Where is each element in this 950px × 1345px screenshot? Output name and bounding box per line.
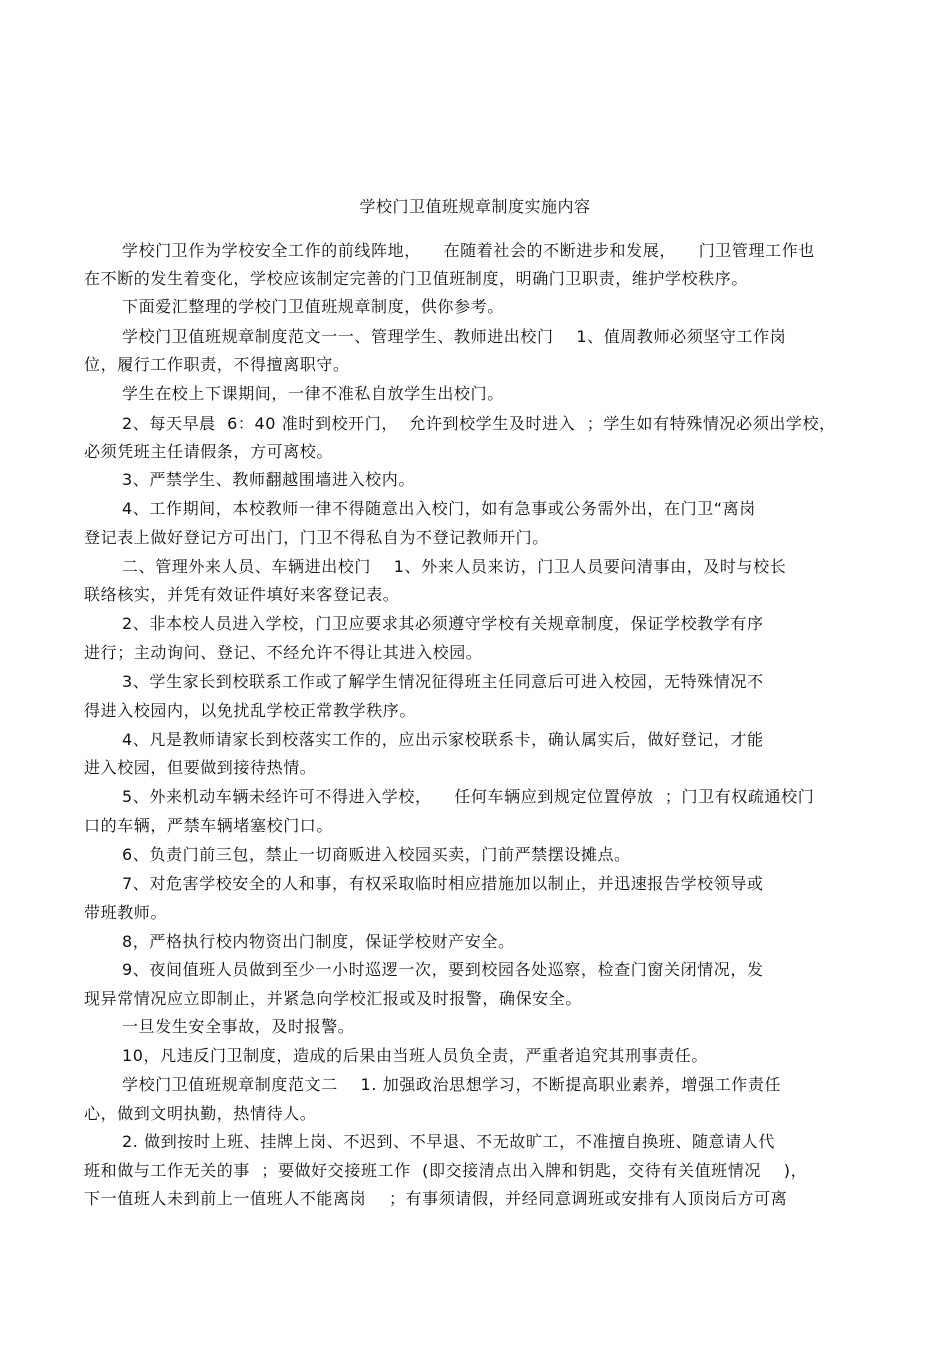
paragraph-line: 2、每天早晨 6：40 准时到校开门， 允许到校学生及时进入 ；学生如有特殊情况必须出学校，: [122, 414, 836, 433]
paragraph-line: 4、工作期间，本校教师一律不得随意出入校门，如有急事或公务需外出，在门卫“离岗: [122, 499, 756, 518]
paragraph-line: 5、外来机动车辆未经许可不得进入学校， 任何车辆应到规定位置停放 ；门卫有权疏通校门: [122, 787, 815, 806]
paragraph-line: 带班教师。: [84, 903, 168, 922]
paragraph-line: 进行；主动询问、登记、不经允许不得让其进入校园。: [84, 643, 483, 662]
paragraph-line: 学校门卫值班规章制度范文一一、管理学生、教师进出校门 1、值周教师必须坚守工作岗: [122, 327, 787, 346]
paragraph-line: 2、非本校人员进入学校，门卫应要求其必须遵守学校有关规章制度，保证学校教学有序: [122, 614, 764, 633]
paragraph-line: 心，做到文明执勤，热情待人。: [84, 1104, 317, 1123]
paragraph-line: 3、学生家长到校联系工作或了解学生情况征得班主任同意后可进入校园，无特殊情况不: [122, 672, 764, 691]
paragraph-line: 二、管理外来人员、车辆进出校门 1、外来人员来访，门卫人员要问清事由，及时与校长: [122, 557, 787, 576]
paragraph-line: 班和做与工作无关的事 ；要做好交接班工作 (即交接清点出入牌和钥匙，交待有关值班情况 )，: [84, 1161, 808, 1180]
paragraph-line: 下一值班人未到前上一值班人不能离岗 ；有事须请假，并经同意调班或安排有人顶岗后方可离: [84, 1189, 788, 1208]
paragraph-line: 8，严格执行校内物资出门制度，保证学校财产安全。: [122, 932, 515, 951]
paragraph-line: 联络核实，并凭有效证件填好来客登记表。: [84, 585, 400, 604]
paragraph-line: 登记表上做好登记方可出门，门卫不得私自为不登记教师开门。: [84, 528, 549, 547]
paragraph-line: 6、负责门前三包，禁止一切商贩进入校园买卖，门前严禁摆设摊点。: [122, 845, 631, 864]
paragraph-line: 学生在校上下课期间，一律不准私自放学生出校门。: [122, 384, 504, 403]
paragraph-line: 学校门卫作为学校安全工作的前线阵地， 在随着社会的不断进步和发展， 门卫管理工作也: [122, 241, 815, 260]
paragraph-line: 位，履行工作职责，不得擅离职守。: [84, 355, 350, 374]
paragraph-line: 学校门卫值班规章制度范文二 1. 加强政治思想学习，不断提高职业素养，增强工作责任: [122, 1075, 782, 1094]
paragraph-line: 在不断的发生着变化，学校应该制定完善的门卫值班制度，明确门卫职责，维护学校秩序。: [84, 269, 749, 288]
paragraph-line: 7、对危害学校安全的人和事，有权采取临时相应措施加以制止，并迅速报告学校领导或: [122, 874, 764, 893]
paragraph-line: 下面爱汇整理的学校门卫值班规章制度，供你参考。: [122, 297, 504, 316]
document-title: 学校门卫值班规章制度实施内容: [359, 197, 591, 216]
paragraph-line: 必须凭班主任请假条，方可离校。: [84, 442, 334, 461]
paragraph-line: 9、夜间值班人员做到至少一小时巡逻一次，要到校园各处巡察，检查门窗关闭情况，发: [122, 960, 764, 979]
paragraph-line: 现异常情况应立即制止，并紧急向学校汇报或及时报警，确保安全。: [84, 989, 583, 1008]
paragraph-line: 4、凡是教师请家长到校落实工作的，应出示家校联系卡，确认属实后，做好登记，才能: [122, 730, 764, 749]
paragraph-line: 口的车辆，严禁车辆堵塞校门口。: [84, 816, 334, 835]
paragraph-line: 进入校园，但要做到接待热情。: [84, 758, 317, 777]
paragraph-line: 3、严禁学生、教师翻越围墙进入校内。: [122, 470, 415, 489]
paragraph-line: 得进入校园内，以免扰乱学校正常教学秩序。: [84, 701, 417, 720]
paragraph-line: 一旦发生安全事故，及时报警。: [122, 1017, 355, 1036]
paragraph-line: 10，凡违反门卫制度，造成的后果由当班人员负全责，严重者追究其刑事责任。: [122, 1046, 708, 1065]
paragraph-line: 2. 做到按时上班、挂牌上岗、不迟到、不早退、不无故旷工，不准擅自换班、随意请人代: [122, 1132, 775, 1151]
